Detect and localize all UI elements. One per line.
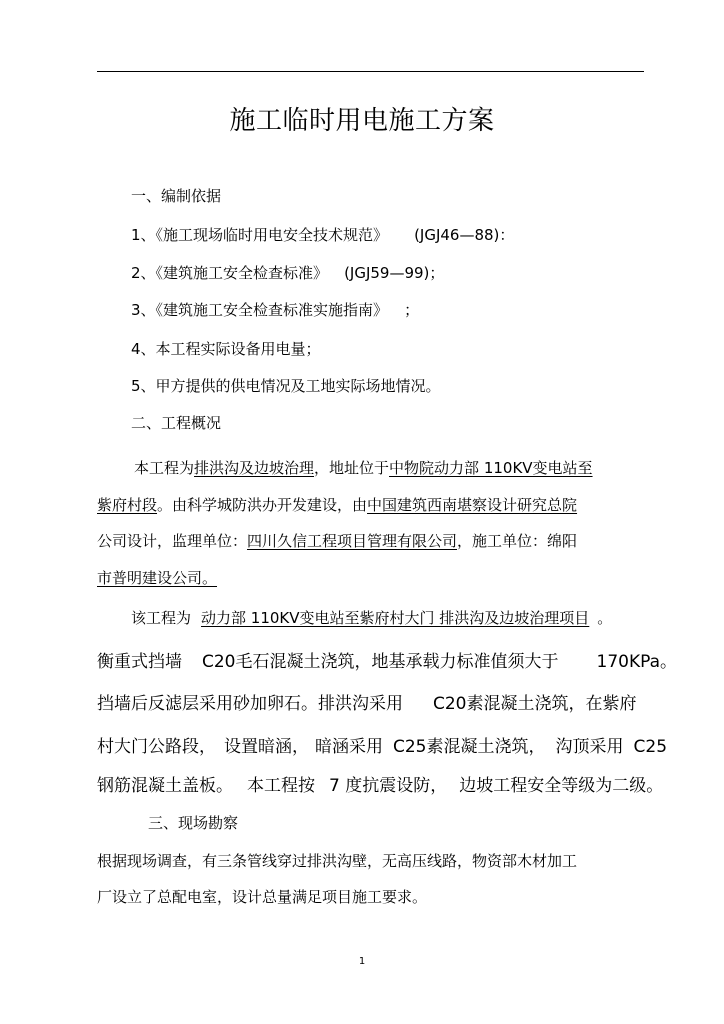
text-run: 村大门公路段，: [97, 737, 216, 757]
text-run: 暗涵采用: [315, 737, 383, 757]
text-run: 沟顶采用: [555, 737, 624, 757]
section-heading-1: 一、编制依据: [131, 187, 222, 205]
text-run: 公司设计，监理单位：: [97, 532, 248, 550]
overview-para1-line4: [97, 568, 217, 588]
text-run: 边坡工程安全等级为二级。: [459, 776, 664, 796]
text-run: 7 度抗震设防，: [329, 776, 448, 796]
project-location-end: 紫府村段: [97, 496, 158, 514]
text-run: 衡重式挡墙: [97, 652, 182, 672]
basis-item-name: 甲方提供的供电情况及工地实际场地情况。: [155, 377, 441, 395]
text-run: 。: [660, 652, 678, 672]
overview-para2-line1: [131, 608, 612, 628]
overview-para1-line2: [97, 495, 605, 515]
header-rule: [97, 71, 644, 72]
text-run: ，地址位于: [314, 459, 390, 477]
overview-para2-line5: [97, 775, 663, 797]
basis-item-name: 《施工现场临时用电安全技术规范》: [155, 226, 389, 244]
basis-item-1: [131, 225, 514, 245]
overview-para2-line3: [97, 693, 637, 715]
basis-item-2: [131, 263, 444, 283]
section-heading-2: 二、工程概况: [131, 414, 222, 432]
project-location: 中物院动力部 110KV变电站至: [389, 459, 593, 477]
text-run: 。由科学城防洪办开发建设，由: [157, 496, 368, 514]
text-run: 本工程为: [134, 459, 195, 477]
text-run: C20毛石混凝土浇筑，地基承载力标准值须大于: [202, 652, 559, 672]
text-run: C25素混凝土浇筑，: [393, 737, 546, 757]
bearing-capacity: 170KPa: [596, 652, 661, 672]
basis-item-name: 《建筑施工安全检查标准实施指南》: [155, 301, 389, 319]
overview-para2-line4: [97, 736, 667, 758]
basis-item-5: [131, 376, 441, 396]
basis-item-num: 5、: [131, 377, 156, 395]
text-run: 设置暗涵，: [224, 737, 309, 757]
basis-item-num: 2、: [131, 264, 156, 282]
basis-item-3: [131, 300, 419, 320]
section-heading-3: 三、现场勘察: [148, 814, 239, 832]
basis-item-num: 3、: [131, 301, 156, 319]
survey-line-1: 根据现场调查，有三条管线穿过排洪沟壁，无高压线路，物资部木材加工: [97, 852, 578, 870]
basis-item-code: (JGJ46—88)：: [414, 226, 515, 244]
basis-item-num: 1、: [131, 226, 156, 244]
survey-line-2: 厂设立了总配电室，设计总量满足项目施工要求。: [97, 888, 428, 906]
basis-item-name: 《建筑施工安全检查标准》: [155, 264, 329, 282]
basis-item-name: 本工程实际设备用电量；: [155, 340, 321, 358]
text-run: 。: [597, 609, 613, 627]
text-run: 本工程按: [247, 776, 315, 796]
basis-item-num: 4、: [131, 340, 156, 358]
basis-item-code: ；: [404, 301, 420, 319]
supervision-unit: 四川久信工程项目管理有限公司: [247, 532, 458, 550]
basis-item-4: [131, 339, 321, 359]
text-run: 挡墙后反滤层采用砂加卵石。排洪沟采用: [97, 694, 403, 714]
basis-item-code: (JGJ59—99)；: [344, 264, 445, 282]
construction-unit: 市普明建设公司。: [97, 569, 218, 587]
text-run: 该工程为: [131, 609, 192, 627]
overview-para2-line2: [97, 651, 677, 673]
document-title: 施工临时用电施工方案: [229, 106, 495, 136]
text-run: 钢筋混凝土盖板。: [97, 776, 233, 796]
page-number: 1: [358, 956, 366, 967]
text-run: ，施工单位：绵阳: [457, 532, 578, 550]
project-name: 排洪沟及边坡治理: [194, 459, 315, 477]
overview-para1-line3: [97, 531, 611, 551]
design-institute: 中国建筑西南堪察设计研究总院: [367, 496, 578, 514]
text-run: C25: [633, 737, 668, 757]
overview-para1-line1: [134, 458, 593, 478]
text-run: C20素混凝土浇筑，在紫府: [433, 694, 637, 714]
project-title: 动力部 110KV变电站至紫府村大门 排洪沟及边坡治理项目: [201, 609, 590, 627]
